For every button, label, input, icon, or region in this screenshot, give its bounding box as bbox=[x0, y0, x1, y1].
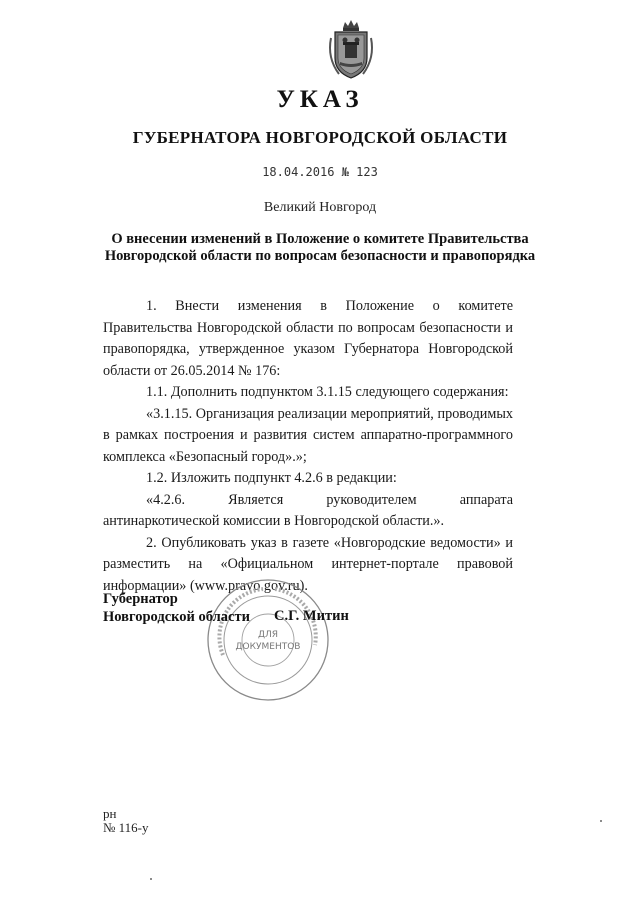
footer-initials: рн bbox=[103, 806, 117, 821]
heading-line: О внесении изменений в Положение о комитете Правительства bbox=[111, 231, 529, 247]
stamp-text: ДОКУМЕНТОВ bbox=[235, 642, 301, 652]
paragraph: 2. Опубликовать указ в газете «Новгородские ведомости» и разместить на «Официальном интернет-портале правовой информации» (www.pravo.gov.ru). bbox=[103, 534, 513, 594]
date-and-number: 18.04.2016 № 123 bbox=[262, 165, 378, 179]
paragraph: «4.2.6. Является руководителем аппарата антинаркотической комиссии в Новгородской области.». bbox=[103, 491, 513, 529]
coat-of-arms-icon bbox=[325, 18, 377, 80]
paragraph: 1.2. Изложить подпункт 4.2.6 в редакции: bbox=[146, 470, 397, 486]
footer-note bbox=[103, 807, 149, 835]
decree-heading bbox=[0, 231, 640, 265]
paragraph: 1. Внести изменения в Положение о комитете Правительства Новгородской области по вопросам безопасности и правопорядка, утвержденное указом Губернатора Новгородской области от 26.05.2014 № 176: bbox=[103, 298, 513, 379]
place-of-issue: Великий Новгород bbox=[263, 200, 377, 215]
scan-speck bbox=[600, 820, 602, 822]
paragraph: 1.1. Дополнить подпунктом 3.1.15 следующего содержания: bbox=[146, 384, 509, 400]
scan-speck bbox=[150, 878, 152, 880]
signature-name: С.Г. Митин bbox=[274, 608, 349, 624]
document-title: УКАЗ bbox=[276, 86, 364, 113]
document-subtitle: ГУБЕРНАТОРА НОВГОРОДСКОЙ ОБЛАСТИ bbox=[132, 128, 508, 147]
stamp-text: ДЛЯ bbox=[257, 630, 279, 640]
signature-title: Губернатор bbox=[103, 591, 178, 607]
decree-body bbox=[103, 296, 513, 597]
paragraph: «3.1.15. Организация реализации мероприятий, проводимых в рамках построения и развития систем аппаратно-программного комплекса «Безопасный город».»; bbox=[103, 405, 513, 465]
signature-title: Новгородской области bbox=[103, 609, 250, 625]
footer-number: № 116-у bbox=[103, 820, 149, 835]
signature-block bbox=[103, 590, 250, 626]
heading-line: Новгородской области по вопросам безопасности и правопорядка bbox=[104, 248, 536, 264]
